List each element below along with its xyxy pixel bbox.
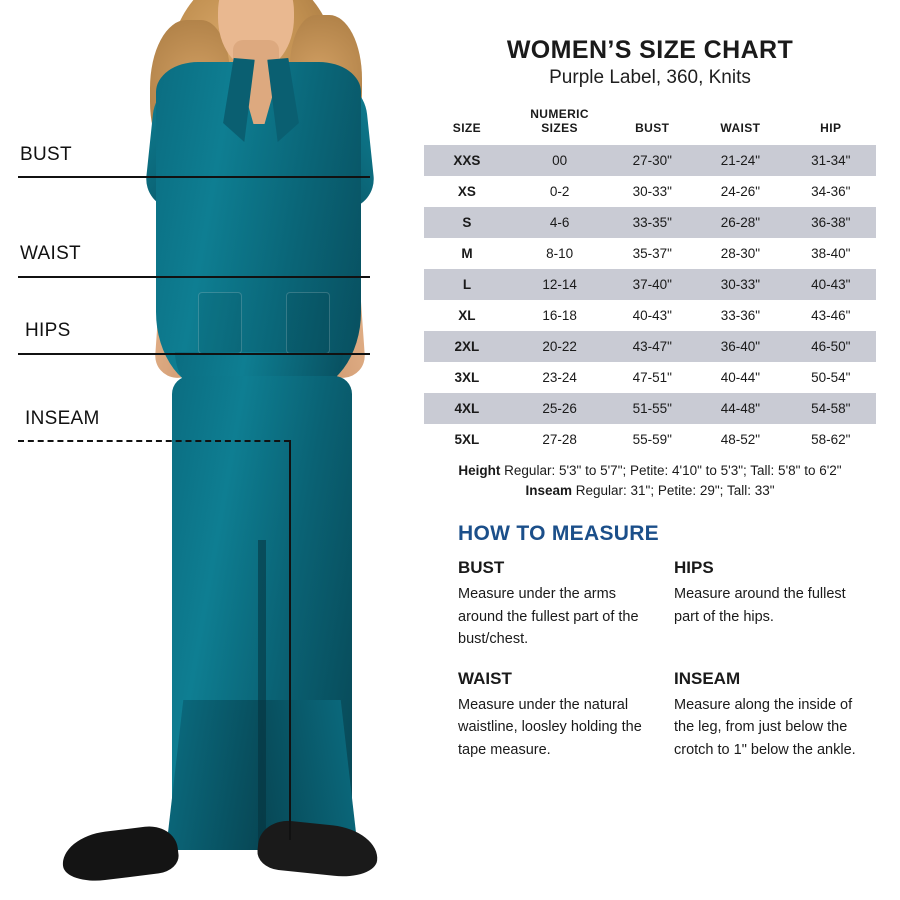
hip-cell: 38-40" bbox=[786, 238, 876, 269]
size-cell: 5XL bbox=[424, 424, 510, 455]
size-cell: XS bbox=[424, 176, 510, 207]
guide-label-inseam: INSEAM bbox=[25, 408, 100, 429]
how-to-measure-heading: WAIST bbox=[458, 668, 512, 688]
waist-cell: 24-26" bbox=[695, 176, 785, 207]
height-note-key: Height bbox=[458, 463, 501, 478]
waist-cell: 28-30" bbox=[695, 238, 785, 269]
numeric-cell: 16-18 bbox=[510, 300, 609, 331]
guide-line-inseam-vertical bbox=[289, 440, 291, 840]
numeric-cell: 27-28 bbox=[510, 424, 609, 455]
table-row bbox=[424, 362, 876, 393]
column-header-bust: BUST bbox=[635, 121, 670, 135]
bust-cell: 30-33" bbox=[609, 176, 695, 207]
numeric-cell: 12-14 bbox=[510, 269, 609, 300]
model-right-shoe bbox=[256, 818, 381, 880]
column-header-hip: HIP bbox=[820, 121, 842, 135]
how-to-measure-text: Measure under the arms around the fullest part of the bust/chest. bbox=[458, 586, 639, 648]
table-row bbox=[424, 269, 876, 300]
size-cell: L bbox=[424, 269, 510, 300]
inseam-note-value: Regular: 31"; Petite: 29"; Tall: 33" bbox=[575, 483, 775, 499]
size-cell: XXS bbox=[424, 145, 510, 176]
guide-line-inseam bbox=[18, 440, 290, 442]
numeric-cell: 20-22 bbox=[510, 331, 609, 362]
guide-line-hips bbox=[18, 353, 370, 355]
how-to-measure-item bbox=[458, 558, 652, 650]
bust-cell: 37-40" bbox=[609, 269, 695, 300]
guide-label-hips: HIPS bbox=[25, 320, 71, 341]
how-to-measure-text: Measure under the natural waistline, loosley holding the tape measure. bbox=[458, 696, 642, 758]
numeric-cell: 00 bbox=[510, 145, 609, 176]
how-to-measure-item bbox=[674, 669, 868, 761]
how-to-measure-text: Measure around the fullest part of the hips. bbox=[674, 586, 846, 625]
inseam-note-key: Inseam bbox=[525, 483, 572, 499]
size-cell: 3XL bbox=[424, 362, 510, 393]
page-title: WOMEN’S SIZE CHART bbox=[506, 36, 794, 64]
column-header-waist: WAIST bbox=[720, 121, 761, 135]
table-row bbox=[424, 424, 876, 455]
hip-cell: 43-46" bbox=[786, 300, 876, 331]
scrub-top-pocket-left bbox=[198, 292, 242, 354]
table-row bbox=[424, 331, 876, 362]
inseam-note bbox=[424, 482, 876, 500]
waist-cell: 48-52" bbox=[695, 424, 785, 455]
model-illustration-panel bbox=[0, 0, 400, 900]
numeric-cell: 25-26 bbox=[510, 393, 609, 424]
hip-cell: 36-38" bbox=[786, 207, 876, 238]
column-header-numeric: NUMERIC SIZES bbox=[530, 107, 589, 135]
table-row bbox=[424, 300, 876, 331]
how-to-measure-heading: HIPS bbox=[674, 558, 714, 578]
size-cell: M bbox=[424, 238, 510, 269]
hip-cell: 58-62" bbox=[786, 424, 876, 455]
numeric-cell: 0-2 bbox=[510, 176, 609, 207]
how-to-measure-item bbox=[674, 558, 868, 650]
how-to-measure-item bbox=[458, 669, 652, 761]
waist-cell: 40-44" bbox=[695, 362, 785, 393]
table-header-row bbox=[424, 101, 876, 145]
table-row bbox=[424, 207, 876, 238]
bust-cell: 43-47" bbox=[609, 331, 695, 362]
bust-cell: 27-30" bbox=[609, 145, 695, 176]
guide-label-bust: BUST bbox=[20, 144, 72, 165]
guide-label-waist: WAIST bbox=[20, 243, 81, 264]
how-to-measure-title: HOW TO MEASURE bbox=[458, 522, 659, 546]
hip-cell: 54-58" bbox=[786, 393, 876, 424]
page-subtitle: Purple Label, 360, Knits bbox=[549, 67, 751, 88]
size-cell: 4XL bbox=[424, 393, 510, 424]
how-to-measure-heading: INSEAM bbox=[674, 668, 741, 688]
numeric-cell: 4-6 bbox=[510, 207, 609, 238]
scrub-top-pocket-right bbox=[286, 292, 330, 354]
table-row bbox=[424, 393, 876, 424]
numeric-cell: 8-10 bbox=[510, 238, 609, 269]
height-note-value: Regular: 5'3" to 5'7"; Petite: 4'10" to 5'3"; Tall: 5'8" to 6'2" bbox=[504, 463, 842, 478]
waist-cell: 36-40" bbox=[695, 331, 785, 362]
how-to-measure-grid bbox=[458, 558, 868, 761]
bust-cell: 47-51" bbox=[609, 362, 695, 393]
waist-cell: 44-48" bbox=[695, 393, 785, 424]
model-left-shoe bbox=[60, 823, 181, 885]
waist-cell: 26-28" bbox=[695, 207, 785, 238]
guide-line-waist bbox=[18, 276, 370, 278]
size-chart-panel bbox=[400, 0, 900, 900]
waist-cell: 33-36" bbox=[695, 300, 785, 331]
scrub-pants-center-seam bbox=[258, 540, 266, 846]
hip-cell: 50-54" bbox=[786, 362, 876, 393]
how-to-measure-text: Measure along the inside of the leg, from just below the crotch to 1" below the ankle. bbox=[674, 696, 856, 758]
hip-cell: 34-36" bbox=[786, 176, 876, 207]
bust-cell: 55-59" bbox=[609, 424, 695, 455]
guide-line-bust bbox=[18, 176, 370, 178]
how-to-measure-heading: BUST bbox=[458, 558, 505, 578]
hip-cell: 40-43" bbox=[786, 269, 876, 300]
table-row bbox=[424, 238, 876, 269]
bust-cell: 33-35" bbox=[609, 207, 695, 238]
waist-cell: 30-33" bbox=[695, 269, 785, 300]
size-cell: 2XL bbox=[424, 331, 510, 362]
hip-cell: 46-50" bbox=[786, 331, 876, 362]
hip-cell: 31-34" bbox=[786, 145, 876, 176]
table-row bbox=[424, 145, 876, 176]
height-note bbox=[424, 462, 876, 480]
bust-cell: 51-55" bbox=[609, 393, 695, 424]
numeric-cell: 23-24 bbox=[510, 362, 609, 393]
waist-cell: 21-24" bbox=[695, 145, 785, 176]
bust-cell: 40-43" bbox=[609, 300, 695, 331]
bust-cell: 35-37" bbox=[609, 238, 695, 269]
table-row bbox=[424, 176, 876, 207]
size-cell: S bbox=[424, 207, 510, 238]
size-cell: XL bbox=[424, 300, 510, 331]
size-chart-table bbox=[424, 101, 876, 455]
column-header-size: SIZE bbox=[452, 121, 482, 135]
